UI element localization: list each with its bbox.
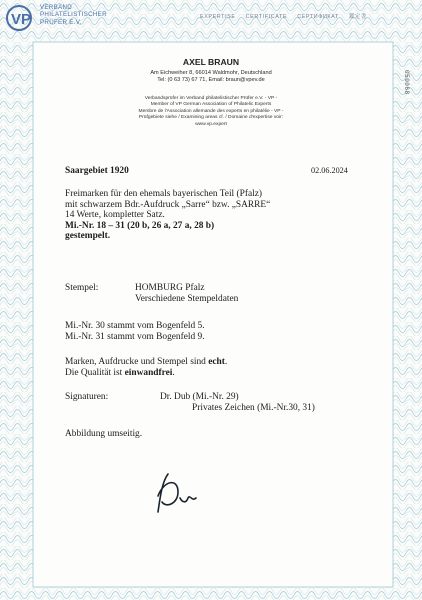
vp-logo: [6, 3, 38, 33]
certificate-title: Saargebiet 1920: [65, 166, 129, 176]
stempel-details: HOMBURG Pfalz Verschiedene Stempeldaten: [135, 283, 239, 304]
label-sertifikat: СЕРТИФИКАТ: [297, 14, 339, 20]
catalogue-numbers: Mi.-Nr. 18 – 31 (20 b, 26 a, 27 a, 28 b): [65, 220, 215, 231]
verdict: Marken, Aufdrucke und Stempel sind echt. Die Qualität ist einwandfrei.: [65, 357, 228, 378]
handwritten-signature: [150, 468, 200, 516]
header-labels: [200, 12, 375, 20]
serial-number: 050068: [403, 70, 410, 95]
signaturen-details: Dr. Dub (Mi.-Nr. 29) Privates Zeichen (Mi.-Nr.30, 31): [160, 392, 315, 413]
org-name: VERBAND PHILATELISTISCHER PRÜFER E.V.: [40, 4, 107, 26]
stamp-description: Freimarken für den ehemals bayerischen Teil (Pfalz) mit schwarzem Bdr.-Aufdruck „Sarre“ bzw. „SARRE“ 14 Werte, kompletter Satz. Mi.-Nr. 18 – 31 (20 b, 26 a, 27 a, 28 b) gestempelt.: [65, 189, 385, 242]
verband-membership: Verbandsprüfer im Verband philatelistischer Prüfer e.V. - VP - Member of VP German Association of Philatelic Experts Membre de l'Association allemande des experts en philatélie - VP - Prüfgebiete siehe / Examining areas cf. / Domaine d'expertise voir: www.vp.expert: [138, 96, 284, 127]
label-kanteisho: 鑑定書: [348, 14, 367, 20]
abbildung-note: Abbildung umseitig.: [65, 429, 143, 439]
bogenfeld-notes: Mi.-Nr. 30 stammt vom Bogenfeld 5. Mi.-Nr. 31 stammt vom Bogenfeld 9.: [65, 321, 205, 342]
examiner-address: Am Eichweiher 8, 66014 Waldmohr, Deutschland Tel: (0 63 73) 67 71, Email: braun@vpev.de: [150, 70, 272, 84]
label-certificate: CERTIFICATE: [245, 14, 288, 20]
certificate-date: 02.06.2024: [311, 166, 348, 175]
stempel-label: Stempel:: [65, 283, 99, 293]
label-expertise: EXPERTISE: [200, 14, 236, 20]
signaturen-label: Signaturen:: [65, 392, 109, 402]
condition: gestempelt.: [65, 231, 111, 242]
svg-text:VP: VP: [11, 11, 32, 28]
examiner-name: AXEL BRAUN: [182, 57, 240, 67]
